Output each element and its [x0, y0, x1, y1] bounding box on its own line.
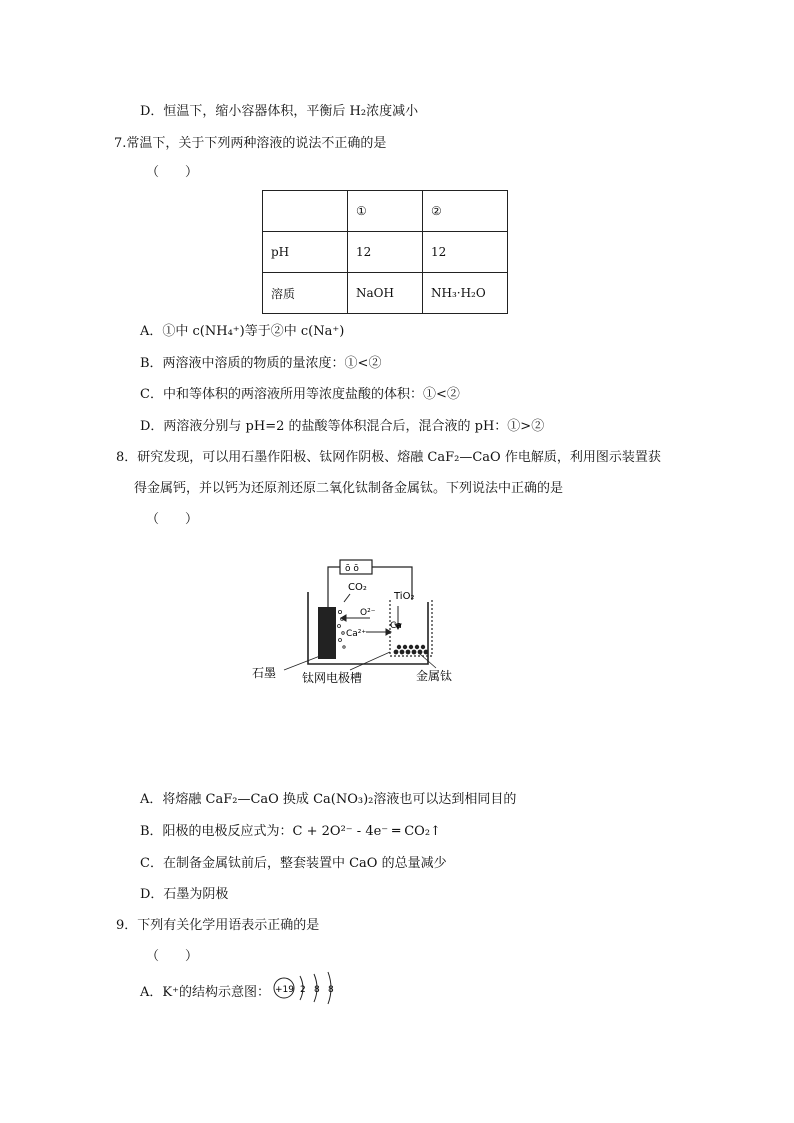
q8-option-d: D．石墨为阴极 [140, 887, 229, 902]
table-cell [263, 191, 348, 232]
table-cell: NaOH [348, 273, 423, 314]
shell-electron-count: 2 [300, 985, 306, 995]
tio2-label: TiO₂ [394, 591, 415, 602]
table-cell: ① [348, 191, 423, 232]
shell-electron-count: 8 [314, 985, 320, 995]
table-row [263, 232, 508, 273]
q7-option-c: C．中和等体积的两溶液所用等浓度盐酸的体积：①<② [140, 387, 460, 402]
table-row [263, 273, 508, 314]
titanium-particles [394, 645, 429, 655]
metal-titanium-label: 金属钛 [416, 669, 453, 683]
potassium-ion-structure-diagram [270, 968, 350, 1008]
graphite-anode [318, 607, 336, 659]
o2-ion-label: O²⁻ [360, 608, 376, 618]
q7-stem: 7.常温下，关于下列两种溶液的说法不正确的是 [114, 136, 387, 151]
q7-option-b: B．两溶液中溶质的物质的量浓度：①<② [140, 356, 382, 371]
shell-electron-count: 8 [328, 985, 334, 995]
table-cell: ② [423, 191, 508, 232]
table-cell: pH [263, 232, 348, 273]
titanium-mesh-tank-label: 钛网电极槽 [302, 671, 363, 685]
q8-stem-line1: 8．研究发现，可以用石墨作阳极、钛网作阴极、熔融 CaF₂—CaO 作电解质，利用图示装置获 [116, 450, 661, 465]
tank-leader-line [350, 652, 390, 670]
q6-option-d: D．恒温下，缩小容器体积，平衡后 H₂浓度减小 [140, 104, 419, 119]
table-cell: 溶质 [263, 273, 348, 314]
table-cell: 12 [348, 232, 423, 273]
q9-answer-paren: （ ） [146, 949, 199, 964]
graphite-leader-line [284, 656, 320, 670]
co2-label: CO₂ [348, 582, 367, 593]
q9-stem: 9．下列有关化学用语表示正确的是 [116, 918, 320, 933]
q8-option-c: C．在制备金属钛前后，整套装置中 CaO 的总量减少 [140, 856, 447, 871]
nucleus-charge: +19 [275, 985, 294, 995]
power-supply-terminals: ō ō [345, 564, 359, 574]
q8-option-a: A．将熔融 CaF₂—CaO 换成 Ca(NO₃)₂溶液也可以达到相同目的 [140, 792, 517, 807]
q8-answer-paren: （ ） [146, 512, 199, 527]
ca2-ion-label: Ca²⁺ [346, 629, 367, 639]
table-cell: 12 [423, 232, 508, 273]
q7-solution-table [262, 190, 508, 314]
ca-label: Ca [390, 621, 402, 631]
graphite-label: 石墨 [252, 666, 277, 680]
q8-option-b: B．阳极的电极反应式为：C + 2O²⁻ - 4e⁻ ═ CO₂↑ [140, 824, 441, 839]
wire-left [328, 567, 340, 607]
table-cell: NH₃·H₂O [423, 273, 508, 314]
q7-answer-paren: （ ） [146, 165, 199, 180]
q7-option-d: D．两溶液分别与 pH=2 的盐酸等体积混合后，混合液的 pH：①>② [140, 419, 545, 434]
q9-option-a: A．K⁺的结构示意图： [140, 985, 270, 1000]
q7-option-a: A．①中 c(NH₄⁺)等于②中 c(Na⁺) [140, 324, 345, 339]
electrolysis-apparatus-diagram [250, 552, 480, 687]
q8-stem-line2: 得金属钙，并以钙为还原剂还原二氧化钛制备金属钛。下列说法中正确的是 [134, 481, 564, 496]
table-header-row [263, 191, 508, 232]
